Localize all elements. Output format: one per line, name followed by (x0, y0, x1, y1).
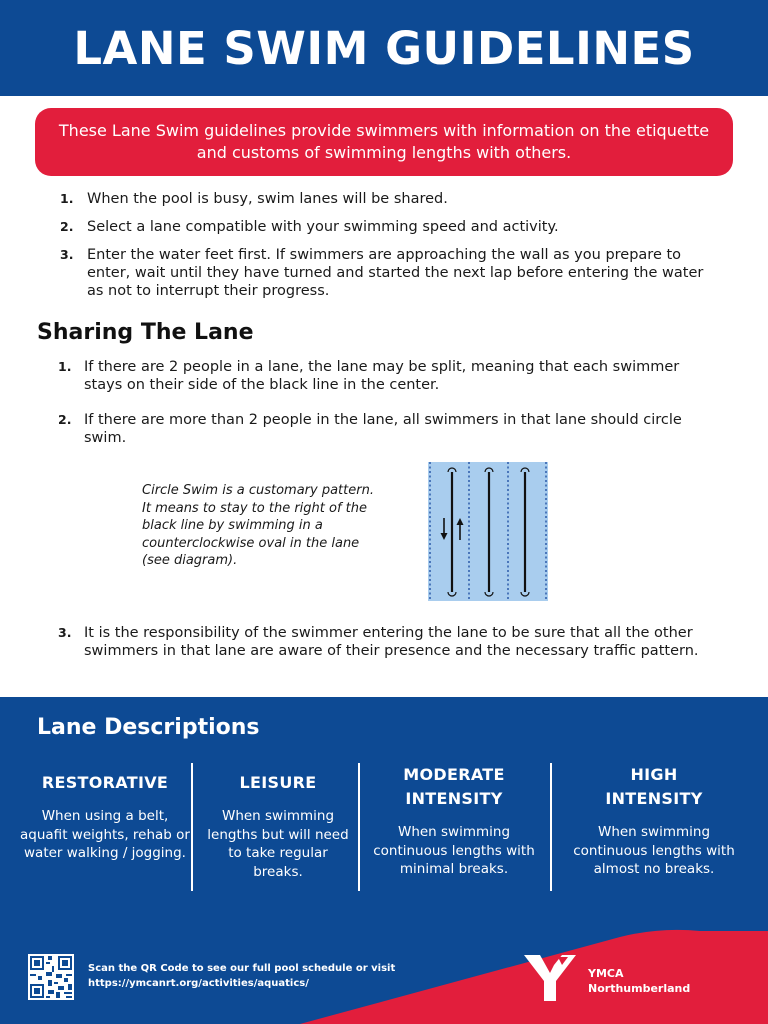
lane-description: When swimming continuous lengths with minimal breaks. (373, 824, 535, 877)
sharing-heading: Sharing The Lane (37, 320, 254, 345)
item-text: Enter the water feet first. If swimmers are approaching the wall as you prepare to enter, wait until they have turned and started the next lap before entering the water as not to interrupt their progress. (87, 247, 704, 299)
lane-title: MODERATE INTENSITY (403, 765, 505, 808)
org-name-line-1: YMCA (588, 967, 624, 980)
list-item (60, 190, 720, 208)
item-text: If there are more than 2 people in the lane, all swimmers in that lane should circle swim. (84, 412, 682, 446)
lane-columns (0, 763, 768, 893)
list-item (60, 218, 720, 236)
item-number: 3. (58, 625, 72, 640)
qr-code-icon[interactable] (28, 954, 74, 1000)
item-number: 1. (60, 191, 74, 206)
lane-description: When using a belt, aquafit weights, rehab or water walking / jogging. (20, 808, 190, 861)
sharing-list (58, 358, 718, 464)
list-item (58, 411, 718, 447)
page-title: LANE SWIM GUIDELINES (73, 21, 695, 75)
item-number: 2. (58, 412, 72, 427)
lane-title: LEISURE (239, 773, 317, 792)
item-text: If there are 2 people in a lane, the lane may be split, meaning that each swimmer stays on their side of the black line in the center. (84, 359, 680, 393)
column-divider (191, 763, 193, 891)
sharing-list-continued (58, 624, 718, 660)
lane-description: When swimming continuous lengths with almost no breaks. (573, 824, 735, 877)
lane-descriptions-section (0, 697, 768, 1024)
intro-text: These Lane Swim guidelines provide swimmers with information on the etiquette and customs of swimming lengths with others. (58, 121, 710, 162)
page-header (0, 0, 768, 96)
list-item (58, 358, 718, 394)
org-name (588, 966, 690, 996)
lane-column-leisure (206, 763, 350, 893)
intro-banner (35, 108, 733, 176)
column-divider (550, 763, 552, 891)
lane-descriptions-heading: Lane Descriptions (37, 715, 260, 740)
lane-column-restorative (20, 763, 190, 893)
lane-title: HIGH INTENSITY (605, 765, 703, 808)
circle-swim-note: Circle Swim is a customary pattern. It means to stay to the right of the black line by swimming in a counterclockwise oval in the lane (see diagram). (142, 483, 374, 568)
rules-list (60, 190, 720, 310)
qr-instructions: Scan the QR Code to see our full pool schedule or visit https://ymcanrt.org/activities/aquatics/ (88, 963, 396, 989)
ymca-logo-icon (522, 951, 578, 1003)
lane-column-high (560, 763, 748, 893)
list-item (58, 624, 718, 660)
item-number: 3. (60, 247, 74, 262)
item-number: 2. (60, 219, 74, 234)
lane-column-moderate (368, 763, 540, 893)
list-item (60, 246, 720, 300)
item-number: 1. (58, 359, 72, 374)
org-name-line-2: Northumberland (588, 982, 691, 995)
lane-title: RESTORATIVE (41, 773, 169, 792)
item-text: When the pool is busy, swim lanes will be shared. (87, 191, 448, 207)
column-divider (358, 763, 360, 891)
lane-description: When swimming lengths but will need to take regular breaks. (207, 808, 349, 880)
circle-swim-diagram (428, 462, 548, 601)
item-text: Select a lane compatible with your swimming speed and activity. (87, 219, 559, 235)
item-text: It is the responsibility of the swimmer entering the lane to be sure that all the other swimmers in that lane are aware of their presence and the necessary traffic pattern. (84, 625, 699, 659)
